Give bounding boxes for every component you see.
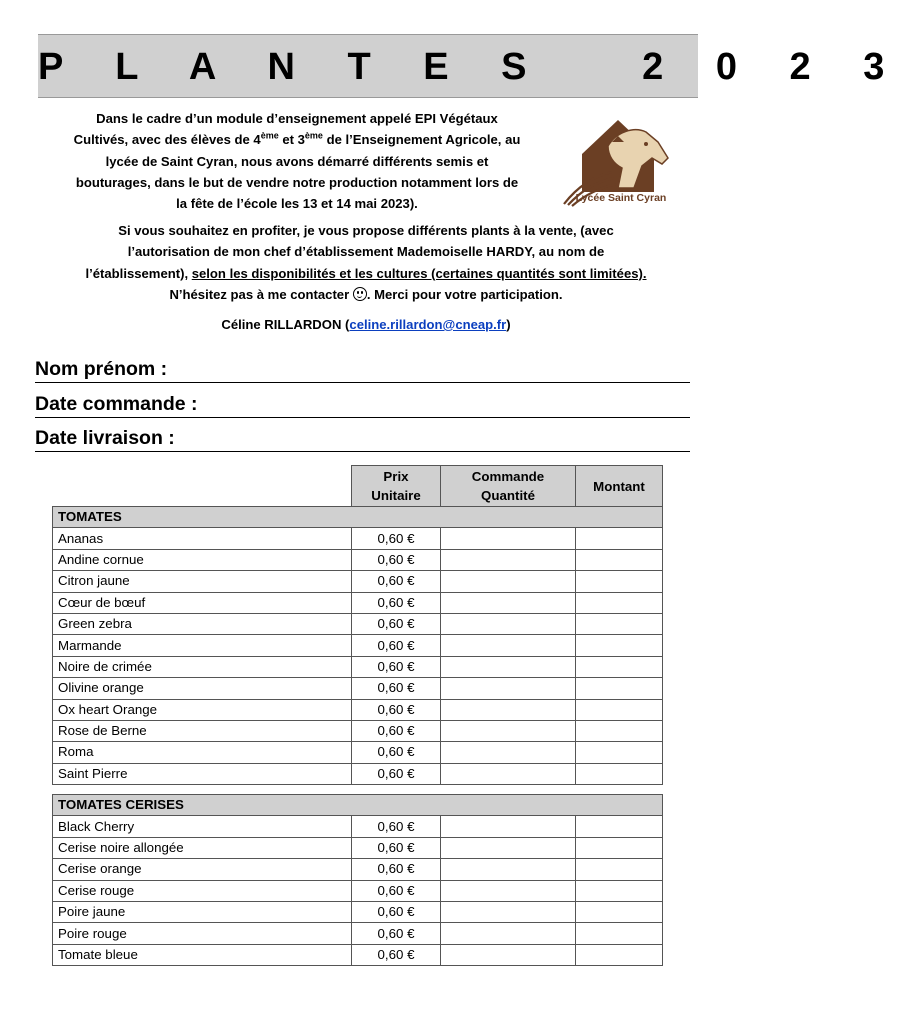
unit-price: 0,60 € xyxy=(352,923,441,944)
amount-cell xyxy=(576,571,663,592)
quantity-cell[interactable] xyxy=(441,678,576,699)
product-name: Noire de crimée xyxy=(53,656,352,677)
amount-cell xyxy=(576,944,663,965)
unit-price: 0,60 € xyxy=(352,944,441,965)
availability-note: selon les disponibilités et les cultures (certaines quantités sont limitées). xyxy=(191,265,647,281)
quantity-cell[interactable] xyxy=(441,763,576,784)
intro-line-3: lycée de Saint Cyran, nous avons démarré différents semis et xyxy=(105,153,489,169)
order-date-label: Date commande : xyxy=(35,393,198,415)
product-name: Ananas xyxy=(53,528,352,549)
product-name: Andine cornue xyxy=(53,549,352,570)
unit-price: 0,60 € xyxy=(352,837,441,858)
quantity-cell[interactable] xyxy=(441,699,576,720)
contact-name: Céline RILLARDON ( xyxy=(221,317,350,332)
table-row xyxy=(53,902,663,923)
product-name: Rose de Berne xyxy=(53,720,352,741)
superscript: ème xyxy=(304,130,323,141)
product-name: Citron jaune xyxy=(53,571,352,592)
intro-line-5: la fête de l’école les 13 et 14 mai 2023). xyxy=(176,196,418,212)
sale-line-3 xyxy=(40,263,692,284)
quantity-cell[interactable] xyxy=(441,635,576,656)
product-name: Tomate bleue xyxy=(53,944,352,965)
unit-price: 0,60 € xyxy=(352,742,441,763)
table-row xyxy=(53,635,663,656)
amount-cell xyxy=(576,859,663,880)
category-label: TOMATES CERISES xyxy=(53,795,663,816)
amount-cell xyxy=(576,528,663,549)
product-name: Saint Pierre xyxy=(53,763,352,784)
header-text: Prix xyxy=(383,469,409,484)
sale-line-1: Si vous souhaitez en profiter, je vous propose différents plants à la vente, (avec xyxy=(118,223,614,238)
table-header-row xyxy=(53,466,663,507)
sale-line-2: l’autorisation de mon chef d’établissement Mademoiselle HARDY, au nom de xyxy=(127,244,605,260)
unit-price: 0,60 € xyxy=(352,571,441,592)
table-row xyxy=(53,816,663,837)
contact-line xyxy=(40,317,692,332)
product-name: Cerise rouge xyxy=(53,880,352,901)
amount-cell xyxy=(576,923,663,944)
quantity-cell[interactable] xyxy=(441,880,576,901)
product-name: Olivine orange xyxy=(53,678,352,699)
table-row xyxy=(53,528,663,549)
product-name: Cœur de bœuf xyxy=(53,592,352,613)
table-row xyxy=(53,592,663,613)
table-row xyxy=(53,859,663,880)
unit-price: 0,60 € xyxy=(352,613,441,634)
sale-line-4 xyxy=(40,284,692,305)
unit-price: 0,60 € xyxy=(352,656,441,677)
spacer-cell xyxy=(53,785,663,795)
unit-price: 0,60 € xyxy=(352,880,441,901)
unit-price: 0,60 € xyxy=(352,678,441,699)
header-blank xyxy=(53,466,352,507)
sale-paragraph xyxy=(40,220,692,305)
table-row xyxy=(53,720,663,741)
quantity-cell[interactable] xyxy=(441,656,576,677)
quantity-cell[interactable] xyxy=(441,592,576,613)
amount-cell xyxy=(576,656,663,677)
unit-price: 0,60 € xyxy=(352,549,441,570)
quantity-cell[interactable] xyxy=(441,571,576,592)
unit-price: 0,60 € xyxy=(352,635,441,656)
order-table xyxy=(52,465,663,966)
amount-cell xyxy=(576,635,663,656)
intro-line-1: Dans le cadre d’un module d’enseignement appelé EPI Végétaux xyxy=(96,111,498,126)
amount-cell xyxy=(576,613,663,634)
table-row xyxy=(53,742,663,763)
table-row xyxy=(53,613,663,634)
category-row xyxy=(53,507,663,528)
product-name: Poire rouge xyxy=(53,923,352,944)
smiley-icon xyxy=(353,287,367,301)
unit-price: 0,60 € xyxy=(352,720,441,741)
quantity-cell[interactable] xyxy=(441,720,576,741)
unit-price: 0,60 € xyxy=(352,528,441,549)
sale-text: . Merci pour votre participation. xyxy=(366,286,563,302)
quantity-cell[interactable] xyxy=(441,859,576,880)
table-row xyxy=(53,699,663,720)
quantity-cell[interactable] xyxy=(441,613,576,634)
delivery-date-field[interactable] xyxy=(35,425,690,452)
unit-price: 0,60 € xyxy=(352,816,441,837)
table-row xyxy=(53,880,663,901)
intro-text: et 3 xyxy=(278,132,305,148)
intro-text: Cultivés, avec des élèves de 4 xyxy=(73,132,261,148)
superscript: ème xyxy=(260,130,279,141)
table-row xyxy=(53,678,663,699)
product-name: Green zebra xyxy=(53,613,352,634)
amount-cell xyxy=(576,763,663,784)
table-row xyxy=(53,763,663,784)
quantity-cell[interactable] xyxy=(441,944,576,965)
page-title: P L A N T E S 2 0 2 3 xyxy=(38,46,905,88)
header-text: Unitaire xyxy=(371,488,421,503)
quantity-cell[interactable] xyxy=(441,742,576,763)
name-field-label: Nom prénom : xyxy=(35,358,168,380)
title-banner xyxy=(38,34,905,98)
quantity-cell[interactable] xyxy=(441,923,576,944)
intro-paragraph xyxy=(40,108,554,214)
header-unit-price xyxy=(352,466,441,507)
header-text: Commande xyxy=(471,469,545,484)
header-quantity xyxy=(441,466,576,507)
logo-caption: Lycée Saint Cyran xyxy=(575,192,667,204)
product-name: Roma xyxy=(53,742,352,763)
spacer-row xyxy=(53,785,663,795)
product-name: Marmande xyxy=(53,635,352,656)
table-row xyxy=(53,571,663,592)
sale-text: N’hésitez pas à me contacter xyxy=(169,286,353,302)
contact-close: ) xyxy=(506,317,511,332)
table-row xyxy=(53,549,663,570)
header-text: Quantité xyxy=(481,488,535,503)
product-name: Poire jaune xyxy=(53,902,352,923)
quantity-cell[interactable] xyxy=(441,528,576,549)
amount-cell xyxy=(576,742,663,763)
unit-price: 0,60 € xyxy=(352,592,441,613)
product-name: Cerise noire allongée xyxy=(53,837,352,858)
table-row xyxy=(53,944,663,965)
category-row xyxy=(53,795,663,816)
intro-line-4: bouturages, dans le but de vendre notre production notamment lors de xyxy=(75,174,519,190)
table-row xyxy=(53,923,663,944)
email-link[interactable]: celine.rillardon@cneap.fr xyxy=(349,317,507,332)
order-date-field[interactable] xyxy=(35,391,690,418)
amount-cell xyxy=(576,678,663,699)
product-name: Ox heart Orange xyxy=(53,699,352,720)
amount-cell xyxy=(576,880,663,901)
unit-price: 0,60 € xyxy=(352,902,441,923)
quantity-cell[interactable] xyxy=(441,816,576,837)
amount-cell xyxy=(576,837,663,858)
amount-cell xyxy=(576,549,663,570)
intro-line-2 xyxy=(40,129,554,150)
amount-cell xyxy=(576,720,663,741)
intro-text: de l’Enseignement Agricole, au xyxy=(322,132,521,148)
table-row xyxy=(53,656,663,677)
unit-price: 0,60 € xyxy=(352,699,441,720)
amount-cell xyxy=(576,592,663,613)
unit-price: 0,60 € xyxy=(352,763,441,784)
product-name: Black Cherry xyxy=(53,816,352,837)
delivery-date-label: Date livraison : xyxy=(35,427,175,449)
quantity-cell[interactable] xyxy=(441,837,576,858)
amount-cell xyxy=(576,902,663,923)
table-row xyxy=(53,837,663,858)
category-label: TOMATES xyxy=(53,507,663,528)
quantity-cell[interactable] xyxy=(441,549,576,570)
unit-price: 0,60 € xyxy=(352,859,441,880)
amount-cell xyxy=(576,699,663,720)
name-field[interactable] xyxy=(35,356,690,383)
sale-text: l’établissement), xyxy=(85,265,192,281)
header-amount: Montant xyxy=(576,466,663,507)
amount-cell xyxy=(576,816,663,837)
product-name: Cerise orange xyxy=(53,859,352,880)
quantity-cell[interactable] xyxy=(441,902,576,923)
